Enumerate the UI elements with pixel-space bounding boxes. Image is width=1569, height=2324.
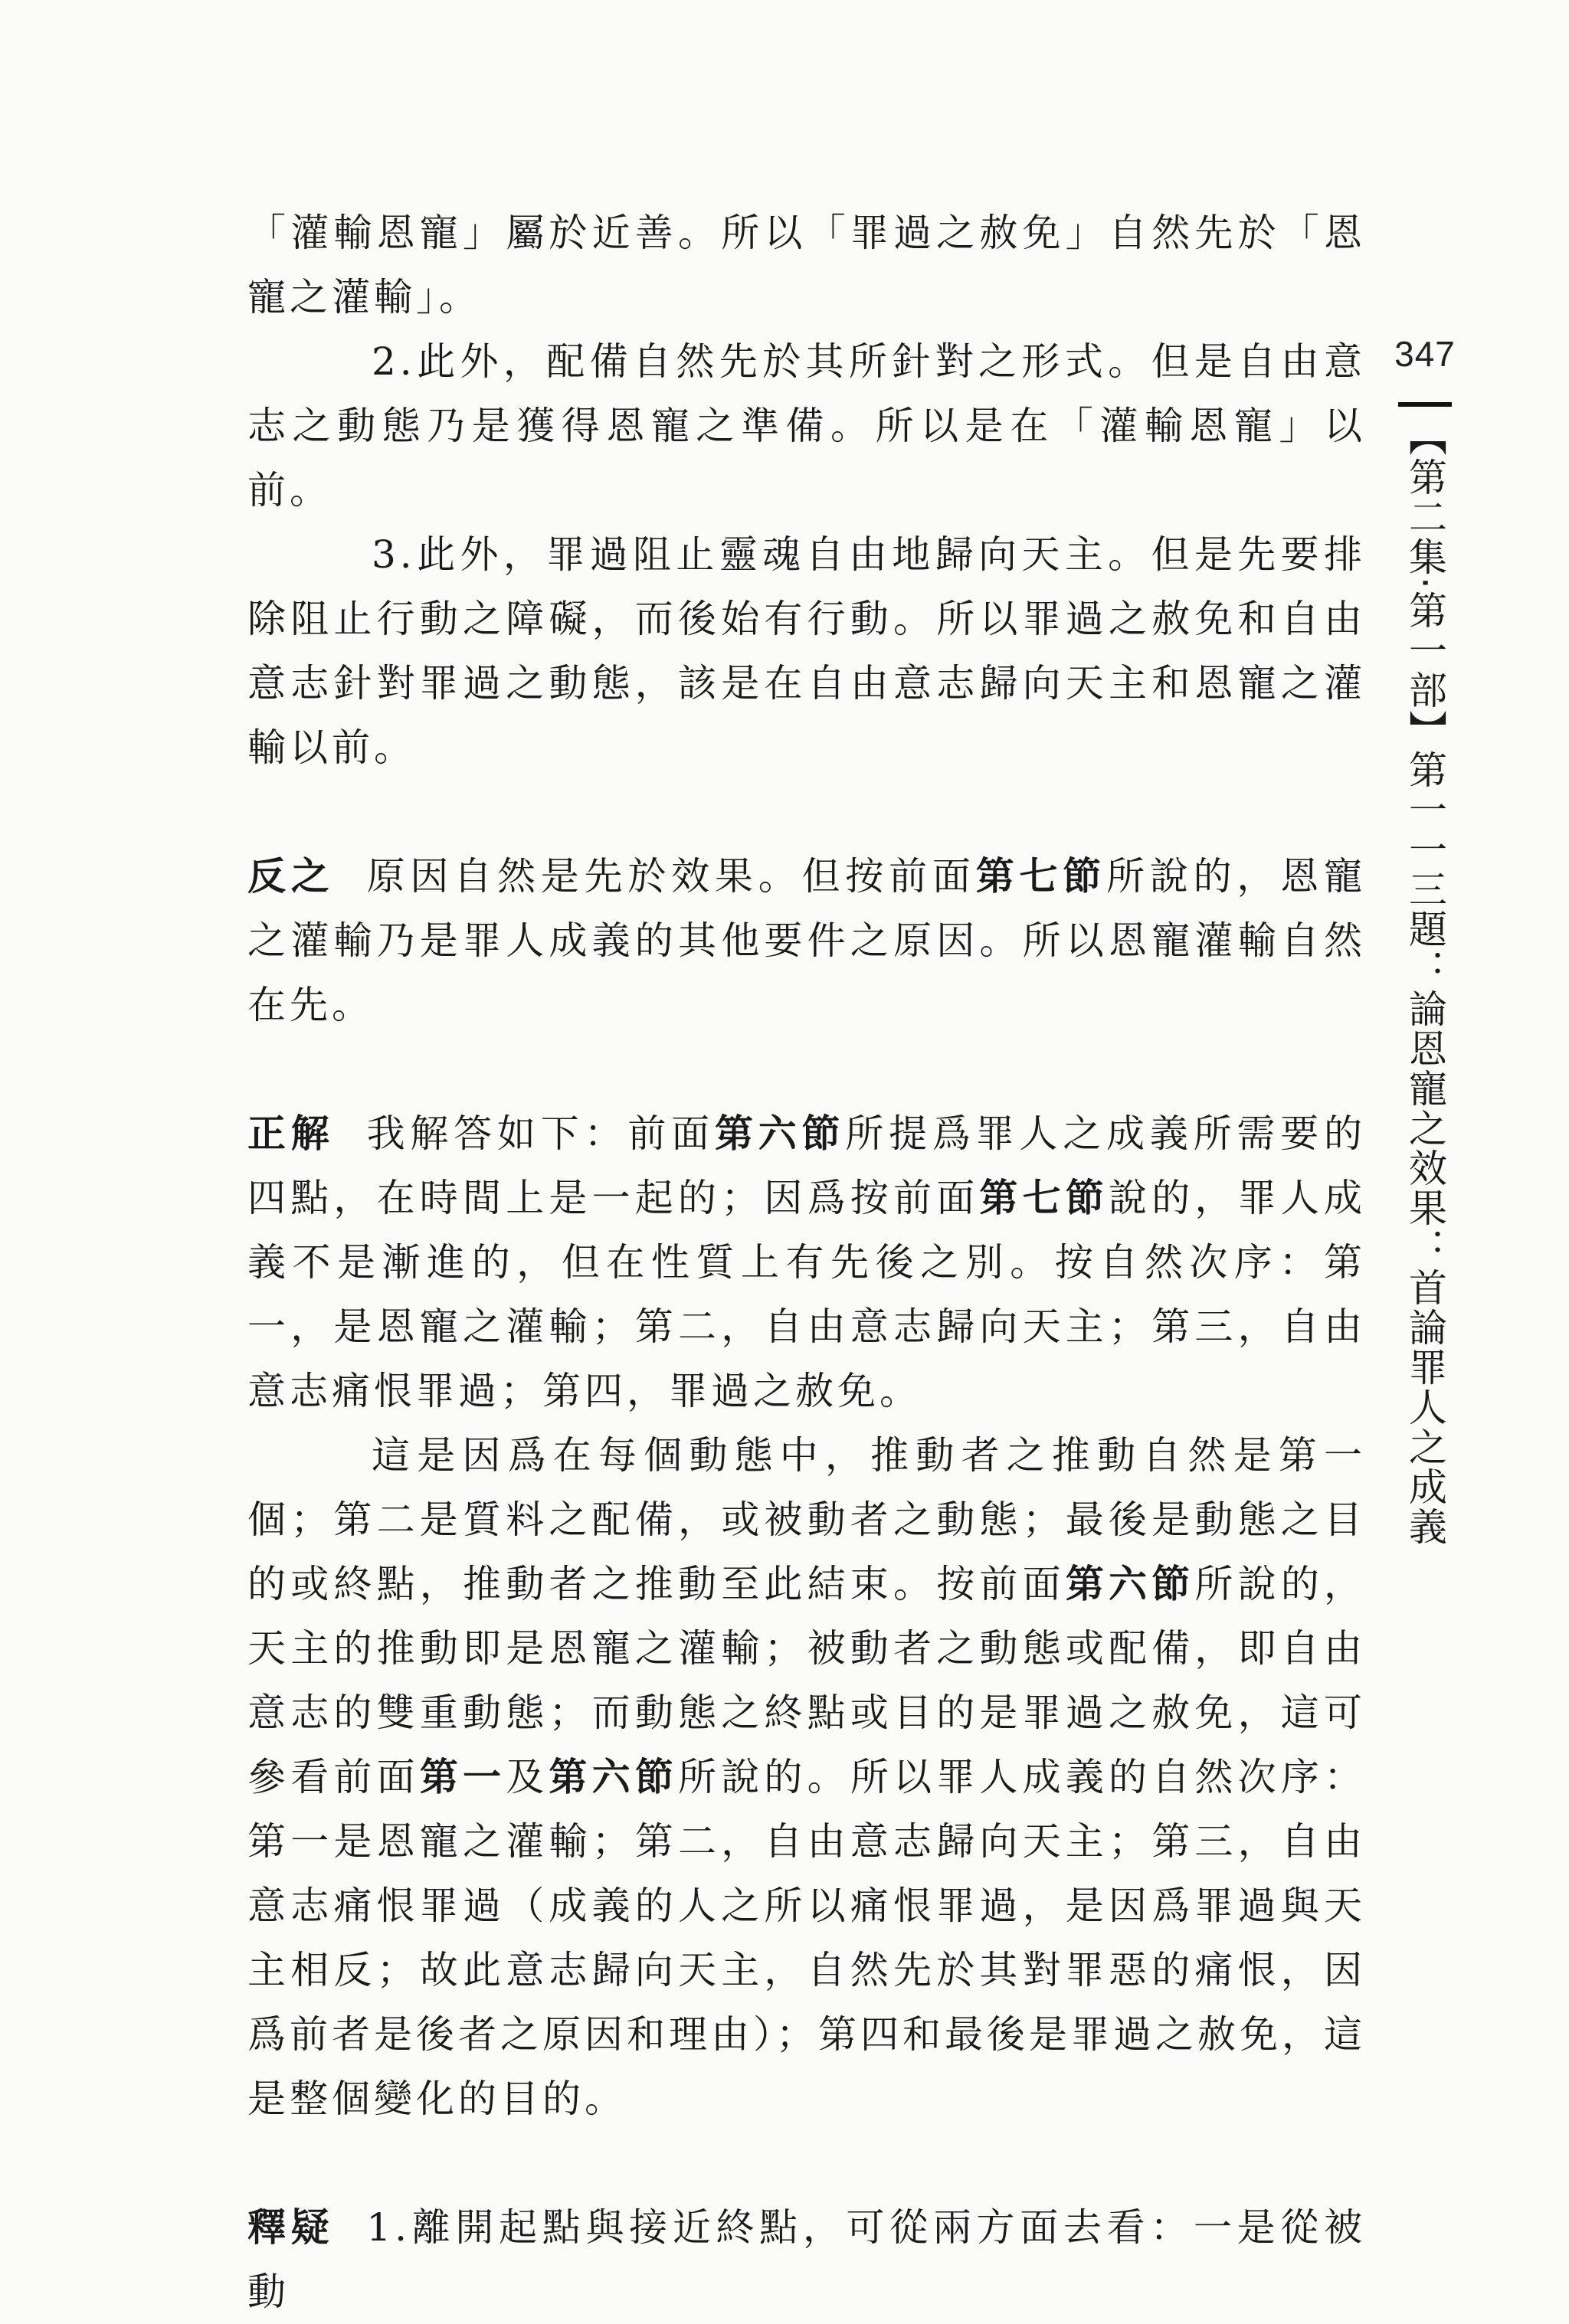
header-rule xyxy=(1398,402,1452,407)
section-label-sed-contra: 反之 xyxy=(247,854,335,899)
margin-sidebar xyxy=(1388,333,1462,1547)
cross-reference: 第六節 xyxy=(549,1755,679,1799)
page-number: 347 xyxy=(1394,334,1456,374)
cross-reference: 第六節 xyxy=(714,1111,846,1156)
paragraph-respondeo-continued: 這是因爲在每個動態中，推動者之推動自然是第一個；第二是質料之配備，或被動者之動態；最後是動態之目的或終點，推動者之推動至此結束。按前面第六節所說的，天主的推動即是恩寵之灌輸；被動者之動態或配備，即自由意志的雙重動態；而動態之終點或目的是罪過之赦免，這可參看前面第一及第六節所說的。所以罪人成義的自然次序：第一是恩寵之灌輸；第二，自由意志歸向天主；第三，自由意志痛恨罪過（成義的人之所以痛恨罪過，是因爲罪過與天主相反；故此意志歸向天主，自然先於其對罪惡的痛恨，因爲前者是後者之原因和理由）；第四和最後是罪過之赦免，這是整個變化的目的。 xyxy=(247,1433,1367,2121)
section-label-respondeo: 正解 xyxy=(247,1111,335,1156)
paragraph-sed-contra: 反之 原因自然是先於效果。但按前面第七節所說的，恩寵之灌輸乃是罪人成義的其他要件之原因。所以恩寵灌輸自然在先。 xyxy=(247,854,1367,1027)
cross-reference: 第七節 xyxy=(979,1176,1109,1220)
running-head: 【第二集·第一部】第一一三題：論恩寵之效果：首論罪人之成義 xyxy=(1403,417,1447,1547)
cross-reference: 第一 xyxy=(419,1755,506,1799)
paragraph-objection-3: 3.此外，罪過阻止靈魂自由地歸向天主。但是先要排除阻止行動之障礙，而後始有行動。所以罪過之赦免和自由意志針對罪過之動態，該是在自由意志歸向天主和恩寵之灌輸以前。 xyxy=(247,532,1366,770)
body-text xyxy=(247,201,1366,2324)
cross-reference: 第七節 xyxy=(975,854,1107,899)
paragraph-objection-1-end: 「灌輸恩寵」屬於近善。所以「罪過之赦免」自然先於「恩寵之灌輸」。 xyxy=(247,211,1366,319)
paragraph-objection-2: 2.此外，配備自然先於其所針對之形式。但是自由意志之動態乃是獲得恩寵之準備。所以是在「灌輸恩寵」以前。 xyxy=(247,339,1366,512)
cross-reference: 第六節 xyxy=(1065,1562,1195,1606)
paragraph-respondeo: 正解 我解答如下：前面第六節所提爲罪人之成義所需要的四點，在時間上是一起的；因爲按前面第七節說的，罪人成義不是漸進的，但在性質上有先後之別。按自然次序：第一，是恩寵之灌輸；第二，自由意志歸向天主；第三，自由意志痛恨罪過；第四，罪過之赦免。 xyxy=(247,1111,1367,1413)
paragraph-reply-objections: 釋疑 1.離開起點與接近終點，可從兩方面去看：一是從被動 xyxy=(247,2205,1366,2314)
section-label-reply: 釋疑 xyxy=(247,2205,335,2250)
